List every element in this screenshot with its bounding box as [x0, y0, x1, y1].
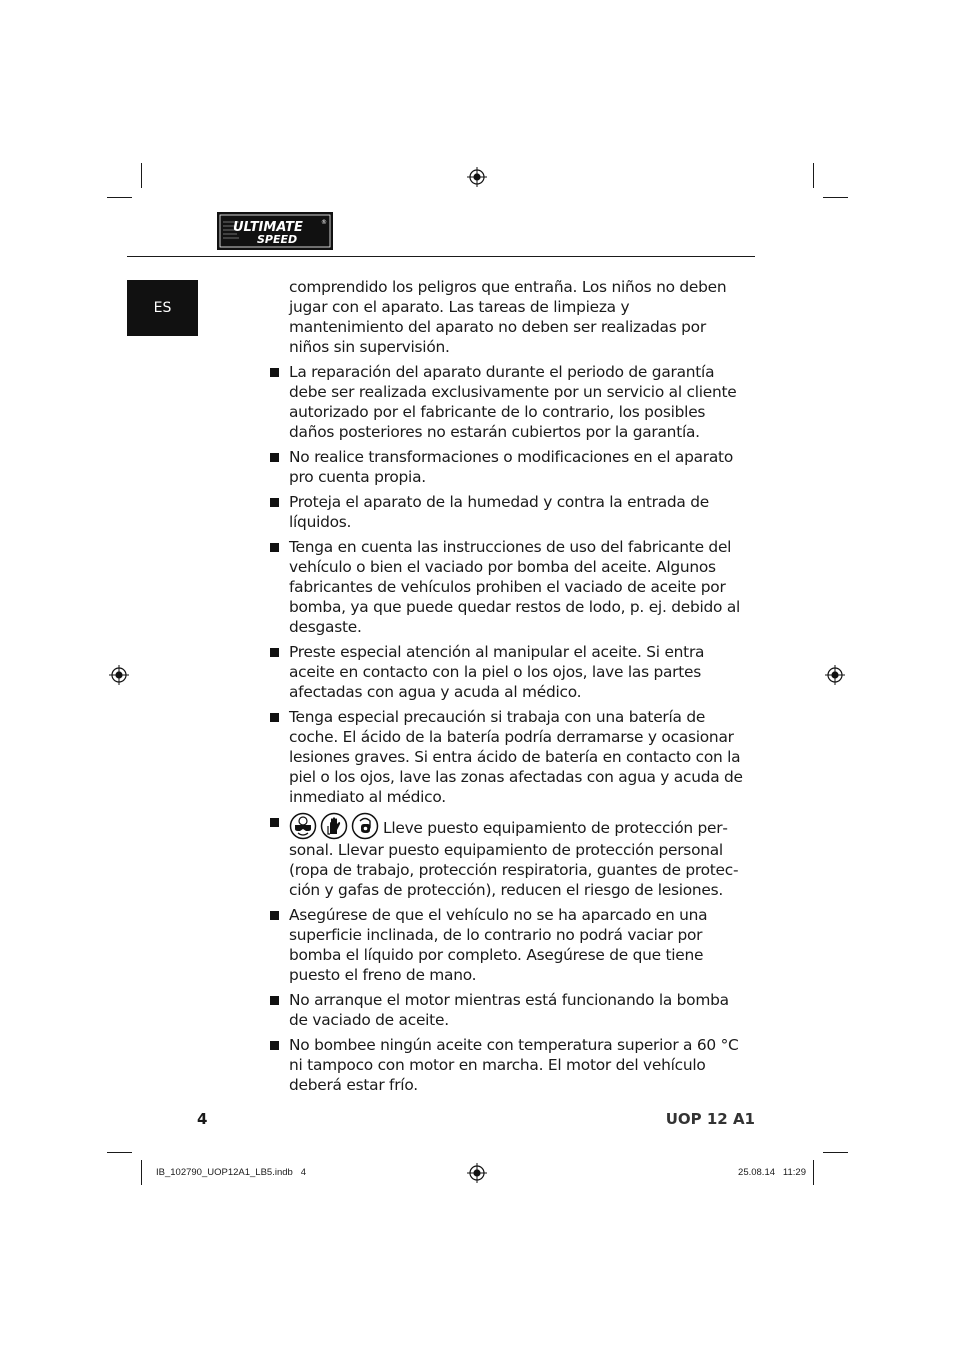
logo-line2: SPEED	[257, 233, 298, 246]
registration-mark-icon	[109, 665, 129, 685]
bullet-square-icon	[270, 453, 279, 462]
safety-goggles-icon	[289, 812, 317, 840]
list-item	[270, 707, 745, 807]
bullet-square-icon	[270, 713, 279, 722]
logo-line1: ULTIMATE	[233, 220, 303, 235]
list-item	[270, 812, 745, 900]
list-item-text: Asegúrese de que el vehículo no se ha aparcado en una superficie inclinada, de lo contrario no podrá vaciar por bomba el líquido por completo. Asegúrese de que tiene puesto el freno de mano.	[289, 906, 708, 985]
bullet-square-icon	[270, 543, 279, 552]
crop-mark	[813, 1160, 814, 1185]
registration-mark-icon	[467, 1163, 487, 1183]
crop-mark	[823, 197, 848, 198]
ppe-icons	[289, 812, 379, 840]
list-item-text: No arranque el motor mientras está funcionando la bomba de vaciado de aceite.	[289, 991, 729, 1030]
bullet-square-icon	[270, 648, 279, 657]
crop-mark	[141, 1160, 142, 1185]
bullet-square-icon	[270, 1041, 279, 1050]
logo-mark: ®	[321, 219, 327, 226]
crop-mark	[107, 1152, 132, 1153]
bullet-square-icon	[270, 818, 279, 827]
respiratory-mask-icon	[351, 812, 379, 840]
list-item	[270, 990, 745, 1030]
list-item-text: No realice transformaciones o modificaciones en el aparato pro cuenta propia.	[289, 448, 733, 487]
bullet-square-icon	[270, 911, 279, 920]
language-tab	[127, 280, 198, 336]
list-item-text: Proteja el aparato de la humedad y contra la entrada de líquidos.	[289, 493, 709, 532]
crop-mark	[107, 197, 132, 198]
intro-paragraph: comprendido los peligros que entraña. Los niños no deben jugar con el aparato. Las tareas de limpieza y mantenimiento del aparato no deben ser realizadas por niños sin supervisión.	[289, 278, 727, 357]
language-tab-label: ES	[153, 300, 172, 316]
registration-mark-icon	[467, 167, 487, 187]
brand-logo	[217, 212, 333, 250]
list-item-text: La reparación del aparato durante el periodo de garantía debe ser realizada exclusivamente por un servicio al cliente autorizado por el fabricante de lo contrario, los posibles daños posteriores no estarán cubiertos por la garantía.	[289, 363, 737, 442]
header-rule	[127, 256, 755, 257]
registration-mark-icon	[825, 665, 845, 685]
model-code: UOP 12 A1	[665, 1110, 755, 1128]
list-item	[270, 642, 745, 702]
list-item-text: Tenga especial precaución si trabaja con una batería de coche. El ácido de la batería podría derramarse y ocasionar lesiones graves. Si entra ácido de batería en contacto con la piel o los ojos, lave las zonas afectadas con agua y acuda de inmediato al médico.	[289, 708, 743, 807]
list-item	[270, 362, 745, 442]
list-item	[270, 492, 745, 532]
list-item-text: Preste especial atención al manipular el aceite. Si entra aceite en contacto con la piel o los ojos, lave las partes afectadas con agua y acuda al médico.	[289, 643, 705, 702]
crop-mark	[823, 1152, 848, 1153]
bullet-square-icon	[270, 996, 279, 1005]
safety-instructions	[270, 277, 745, 1095]
print-slug-date: 25.08.14 11:29	[738, 1167, 806, 1178]
list-item-text: No bombee ningún aceite con temperatura superior a 60 °C ni tampoco con motor en marcha. El motor del vehículo deberá estar frío.	[289, 1036, 739, 1095]
list-item-text: Tenga en cuenta las instrucciones de uso del fabricante del vehículo o bien el vaciado por bomba del aceite. Algunos fabricantes de vehículos prohiben el vaciado de aceite por bomba, ya que puede quedar restos de lodo, p. ej. debido al desgaste.	[289, 537, 741, 637]
bullet-square-icon	[270, 368, 279, 377]
list-item-text: Lleve puesto equipamiento de protección personal. Llevar puesto equipamiento de protección personal (ropa de trabajo, protección respiratoria, guantes de protección y gafas de protección), reducen el riesgo de lesiones.	[289, 819, 739, 900]
list-item	[270, 447, 745, 487]
print-slug-file: IB_102790_UOP12A1_LB5.indb 4	[156, 1167, 307, 1178]
list-item	[270, 905, 745, 985]
crop-mark	[813, 163, 814, 188]
list-item	[270, 1035, 745, 1095]
bullet-square-icon	[270, 498, 279, 507]
list-item	[270, 537, 745, 637]
page-number: 4	[197, 1110, 208, 1128]
crop-mark	[141, 163, 142, 188]
protective-gloves-icon	[320, 812, 348, 840]
